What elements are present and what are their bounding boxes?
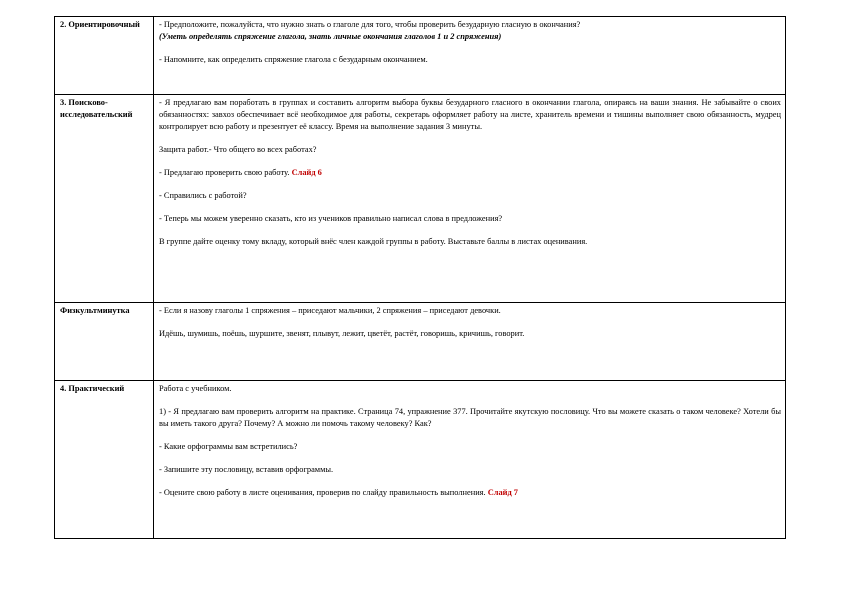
content-cell: [154, 303, 786, 381]
paragraph: - Напомните, как определить спряжение глагола с безударным окончанием.: [159, 55, 428, 64]
stage-cell: 4. Практический: [55, 381, 154, 539]
paragraph: - Справились с работой?: [159, 191, 247, 200]
paragraph: В группе дайте оценку тому вкладу, который внёс член каждой группы в работу. Выставьте баллы в листах оценивания.: [159, 237, 588, 246]
paragraph: [159, 487, 781, 499]
stage-cell: Физкультминутка: [55, 303, 154, 381]
table-row: [55, 95, 786, 303]
paragraph: - Если я назову глаголы 1 спряжения – приседают мальчики, 2 спряжения – приседают девочки.: [159, 306, 501, 315]
paragraph: - Какие орфограммы вам встретились?: [159, 442, 298, 451]
table-row: [55, 381, 786, 539]
slide-reference: Слайд 6: [291, 168, 322, 177]
paragraph: - Теперь мы можем уверенно сказать, кто из учеников правильно написал слова в предложения?: [159, 214, 503, 223]
paragraph: [159, 19, 781, 43]
paragraph: 1) - Я предлагаю вам проверить алгоритм на практике. Страница 74, упражнение 377. Прочитайте якутскую пословицу. Что вы можете сказать о таком человеке? Хотели бы вы иметь такого друга? Почему? А можно ли помочь такому человеку? Как?: [159, 407, 781, 428]
table-row: [55, 17, 786, 95]
content-cell: [154, 95, 786, 303]
paragraph-text: - Оцените свою работу в листе оценивания, проверив по слайду правильность выполнения.: [159, 488, 486, 497]
paragraph: Идёшь, шумишь, поёшь, шуршите, звенят, плывут, лежит, цветёт, растёт, говоришь, кричишь, говорит.: [159, 329, 525, 338]
content-cell: [154, 381, 786, 539]
paragraph: - Я предлагаю вам поработать в группах и составить алгоритм выбора буквы безударного гласного в окончании глагола, опираясь на ваши знания. Не забывайте о своих обязанностях: завхоз обеспечивает всё необходимое для работы, секретарь оформляет работу на листе, хранитель времени и тишины выполняет свою обязанность, мудрец контролирует всю работу и презентует её классу. Время на выполнение задания 3 минуты.: [159, 98, 781, 131]
paragraph-text: - Предлагаю проверить свою работу.: [159, 168, 290, 177]
paragraph: [159, 167, 781, 179]
content-cell: [154, 17, 786, 95]
paragraph-text: - Предположите, пожалуйста, что нужно знать о глаголе для того, чтобы проверить безударную гласную в окончания?: [159, 20, 581, 29]
table-row: [55, 303, 786, 381]
stage-cell: 2. Ориентировочный: [55, 17, 154, 95]
lesson-plan-table: [54, 16, 786, 539]
paragraph: - Запишите эту пословицу, вставив орфограммы.: [159, 465, 334, 474]
paragraph: Защита работ.- Что общего во всех работах?: [159, 145, 317, 154]
expected-answer-note: (Уметь определять спряжение глагола, знать личные окончания глаголов 1 и 2 спряжения): [159, 32, 502, 41]
paragraph: Работа с учебником.: [159, 384, 232, 393]
stage-cell: 3. Поисково-исследовательский: [55, 95, 154, 303]
slide-reference: Слайд 7: [487, 488, 518, 497]
